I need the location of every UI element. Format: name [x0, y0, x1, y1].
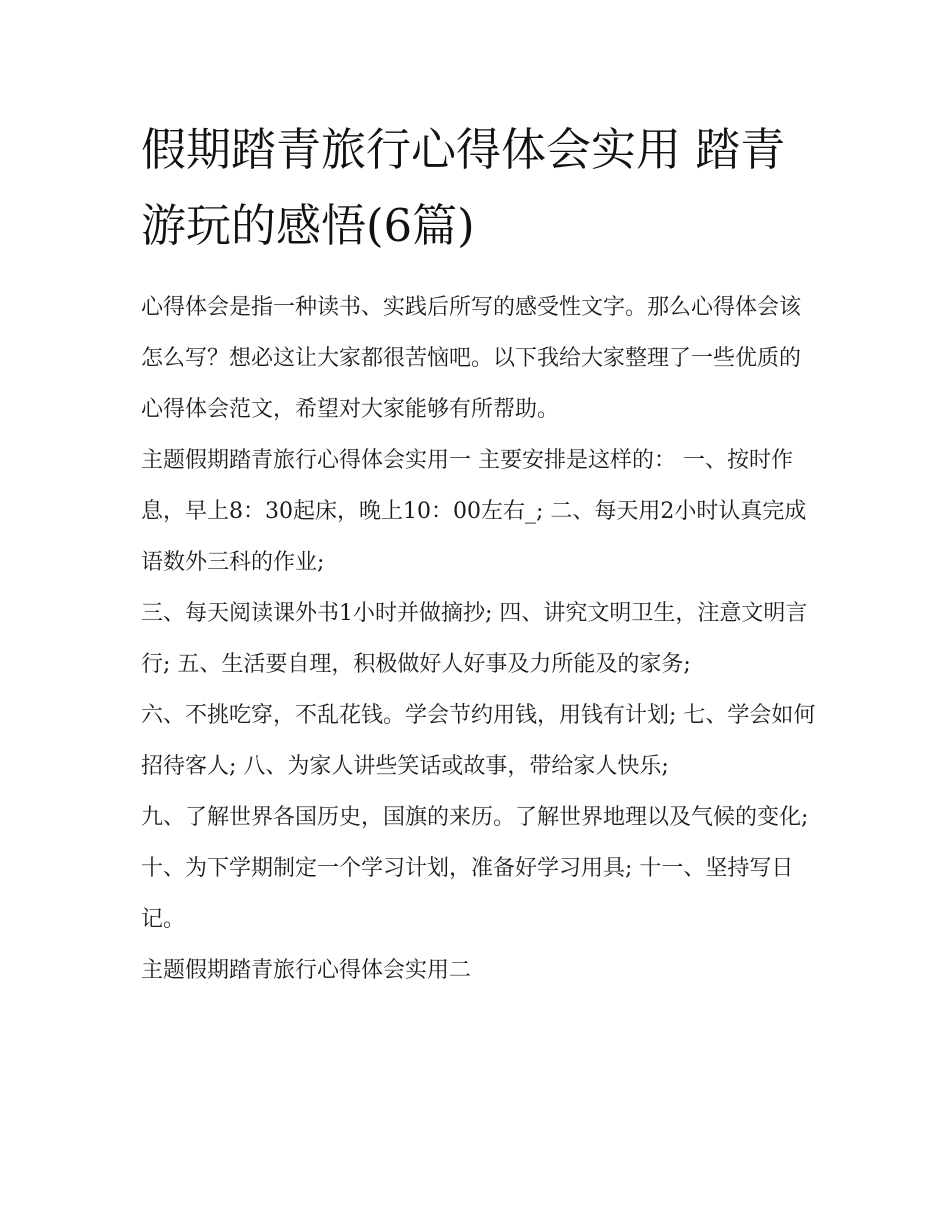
section-heading-2: 主题假期踏青旅行心得体会实用二 — [141, 958, 472, 983]
paragraph-intro: 心得体会是指一种读书、实践后所写的感受性文字。那么心得体会该怎么写？想必这让大家都很苦恼吧。以下我给大家整理了一些优质的心得体会范文，希望对大家能够有所帮助。 — [141, 295, 802, 422]
document-body — [141, 282, 821, 996]
paragraph-plan-1: 主题假期踏青旅行心得体会实用一 主要安排是这样的： 一、按时作息，早上8：30起床，晚上10：00左右_; 二、每天用2小时认真完成语数外三科的作业; — [141, 448, 807, 575]
document-title: 假期踏青旅行心得体会实用 踏青游玩的感悟(6篇) — [141, 123, 786, 252]
paragraph-plan-3: 六、不挑吃穿，不乱花钱。学会节约用钱，用钱有计划; 七、学会如何招待客人; 八、为家人讲些笑话或故事，带给家人快乐; — [141, 703, 816, 779]
paragraph-plan-2: 三、每天阅读课外书1小时并做摘抄; 四、讲究文明卫生，注意文明言行; 五、生活要自理，积极做好人好事及力所能及的家务; — [141, 601, 808, 677]
paragraph-plan-4: 九、了解世界各国历史，国旗的来历。了解世界地理以及气候的变化; 十、为下学期制定一个学习计划，准备好学习用具; 十一、坚持写日记。 — [141, 805, 809, 932]
